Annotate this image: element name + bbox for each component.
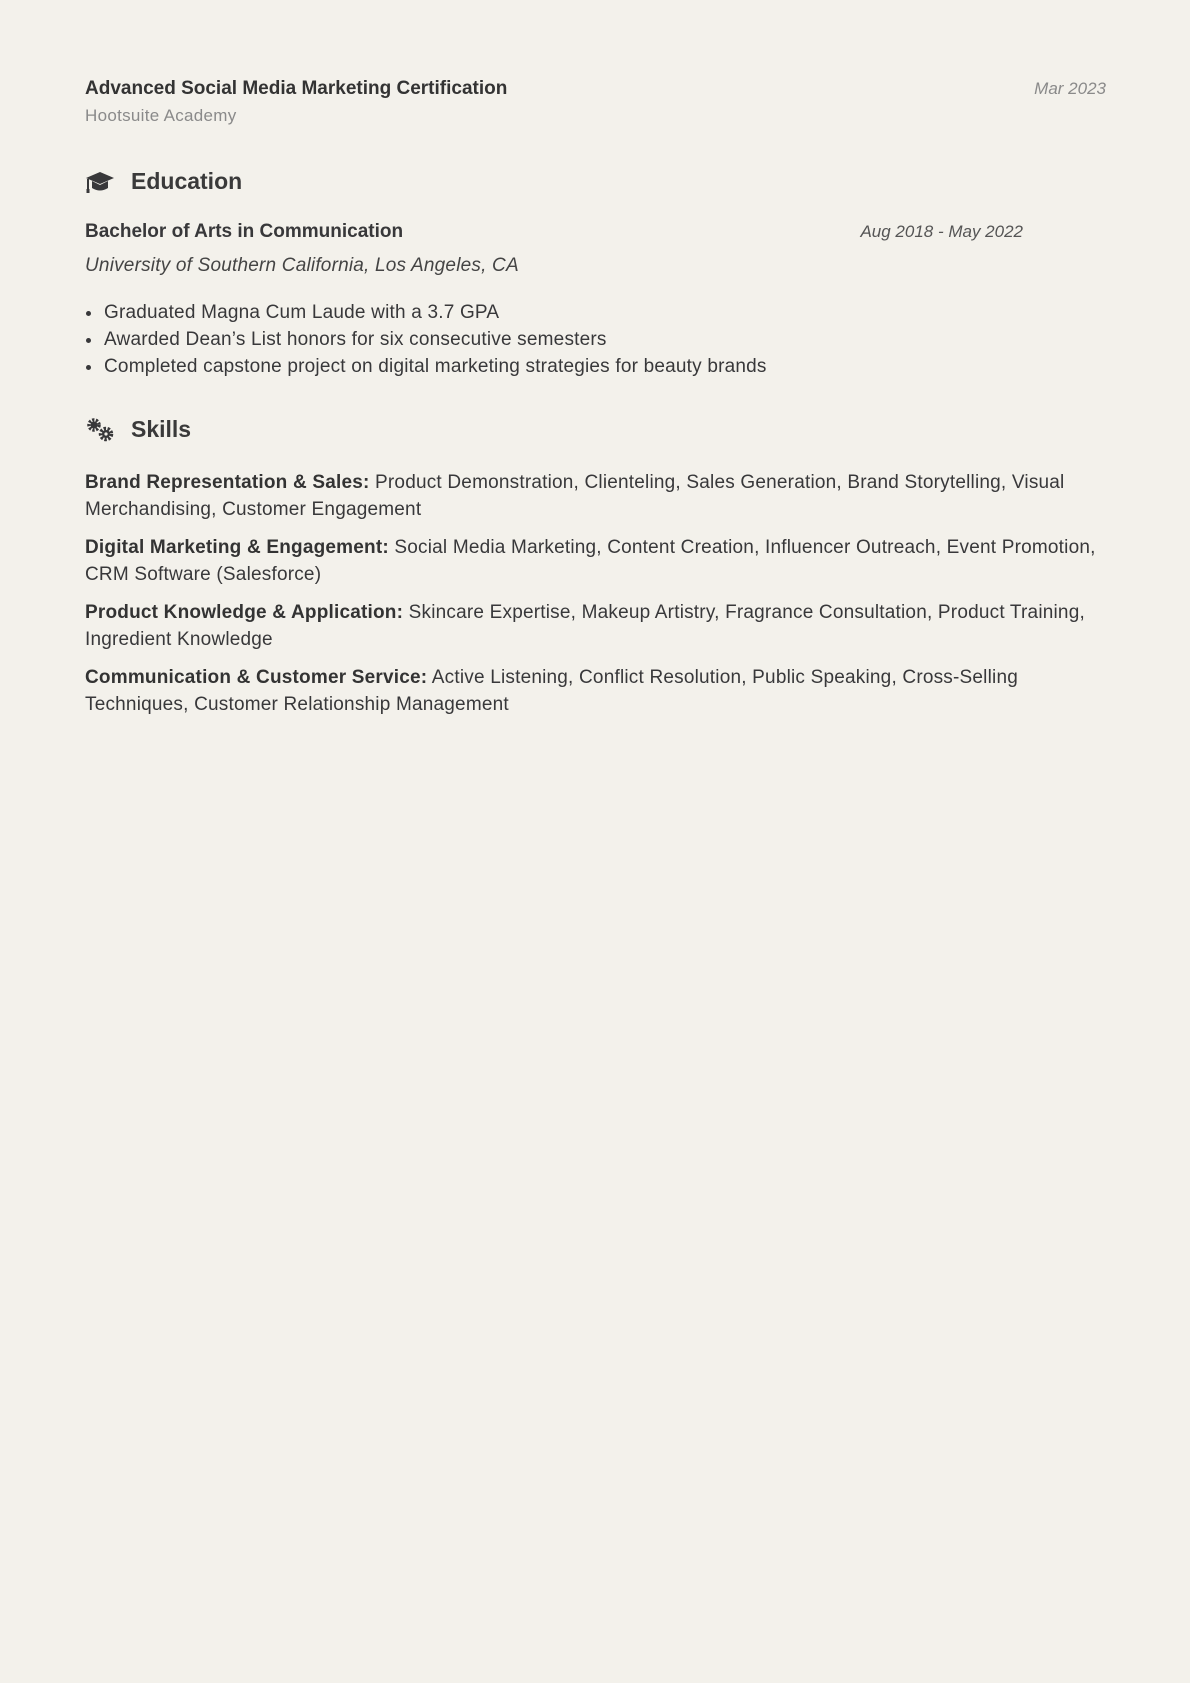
list-item: • Completed capstone project on digital marketing strategies for beauty brands: [103, 353, 1106, 380]
education-bullets: [85, 299, 1106, 380]
certification-issuer: Hootsuite Academy: [85, 106, 237, 125]
certification-title: Advanced Social Media Marketing Certification: [85, 78, 508, 99]
skill-value: Social Media Marketing, Content Creation, Influencer Outreach, Event Promotion, CRM Software (Salesforce): [85, 537, 1096, 585]
skill-label: Communication & Customer Service:: [85, 667, 428, 688]
skill-row: [85, 469, 1106, 523]
graduation-cap-icon: [85, 169, 115, 195]
degree: Bachelor of Arts in Communication: [85, 221, 404, 242]
school: University of Southern California, Los Angeles, CA: [85, 255, 519, 276]
skill-value: Active Listening, Conflict Resolution, Public Speaking, Cross-Selling Techniques, Customer Relationship Management: [85, 667, 1018, 715]
skills-list: [85, 469, 1106, 718]
skill-row: [85, 534, 1106, 588]
resume-page: [85, 78, 1106, 729]
skill-value: Product Demonstration, Clienteling, Sales Generation, Brand Storytelling, Visual Merchandising, Customer Engagement: [85, 472, 1065, 520]
education-heading: [85, 168, 1106, 195]
skill-label: Product Knowledge & Application:: [85, 602, 404, 623]
list-item: • Graduated Magna Cum Laude with a 3.7 GPA: [103, 299, 1106, 326]
certification-date: Mar 2023: [1034, 79, 1106, 98]
list-item: • Awarded Dean’s List honors for six consecutive semesters: [103, 326, 1106, 353]
education-entry: [85, 221, 1106, 380]
skill-row: [85, 664, 1106, 718]
education-heading-text: Education: [131, 168, 243, 194]
skill-label: Brand Representation & Sales:: [85, 472, 370, 493]
skills-heading-text: Skills: [131, 416, 192, 442]
certification-entry: [85, 78, 1106, 126]
education-dates: Aug 2018 - May 2022: [860, 222, 1023, 241]
skill-value: Skincare Expertise, Makeup Artistry, Fragrance Consultation, Product Training, Ingredient Knowledge: [85, 602, 1085, 650]
gears-icon: [85, 417, 115, 443]
skills-heading: [85, 416, 1106, 443]
skill-label: Digital Marketing & Engagement:: [85, 537, 389, 558]
skill-row: [85, 599, 1106, 653]
